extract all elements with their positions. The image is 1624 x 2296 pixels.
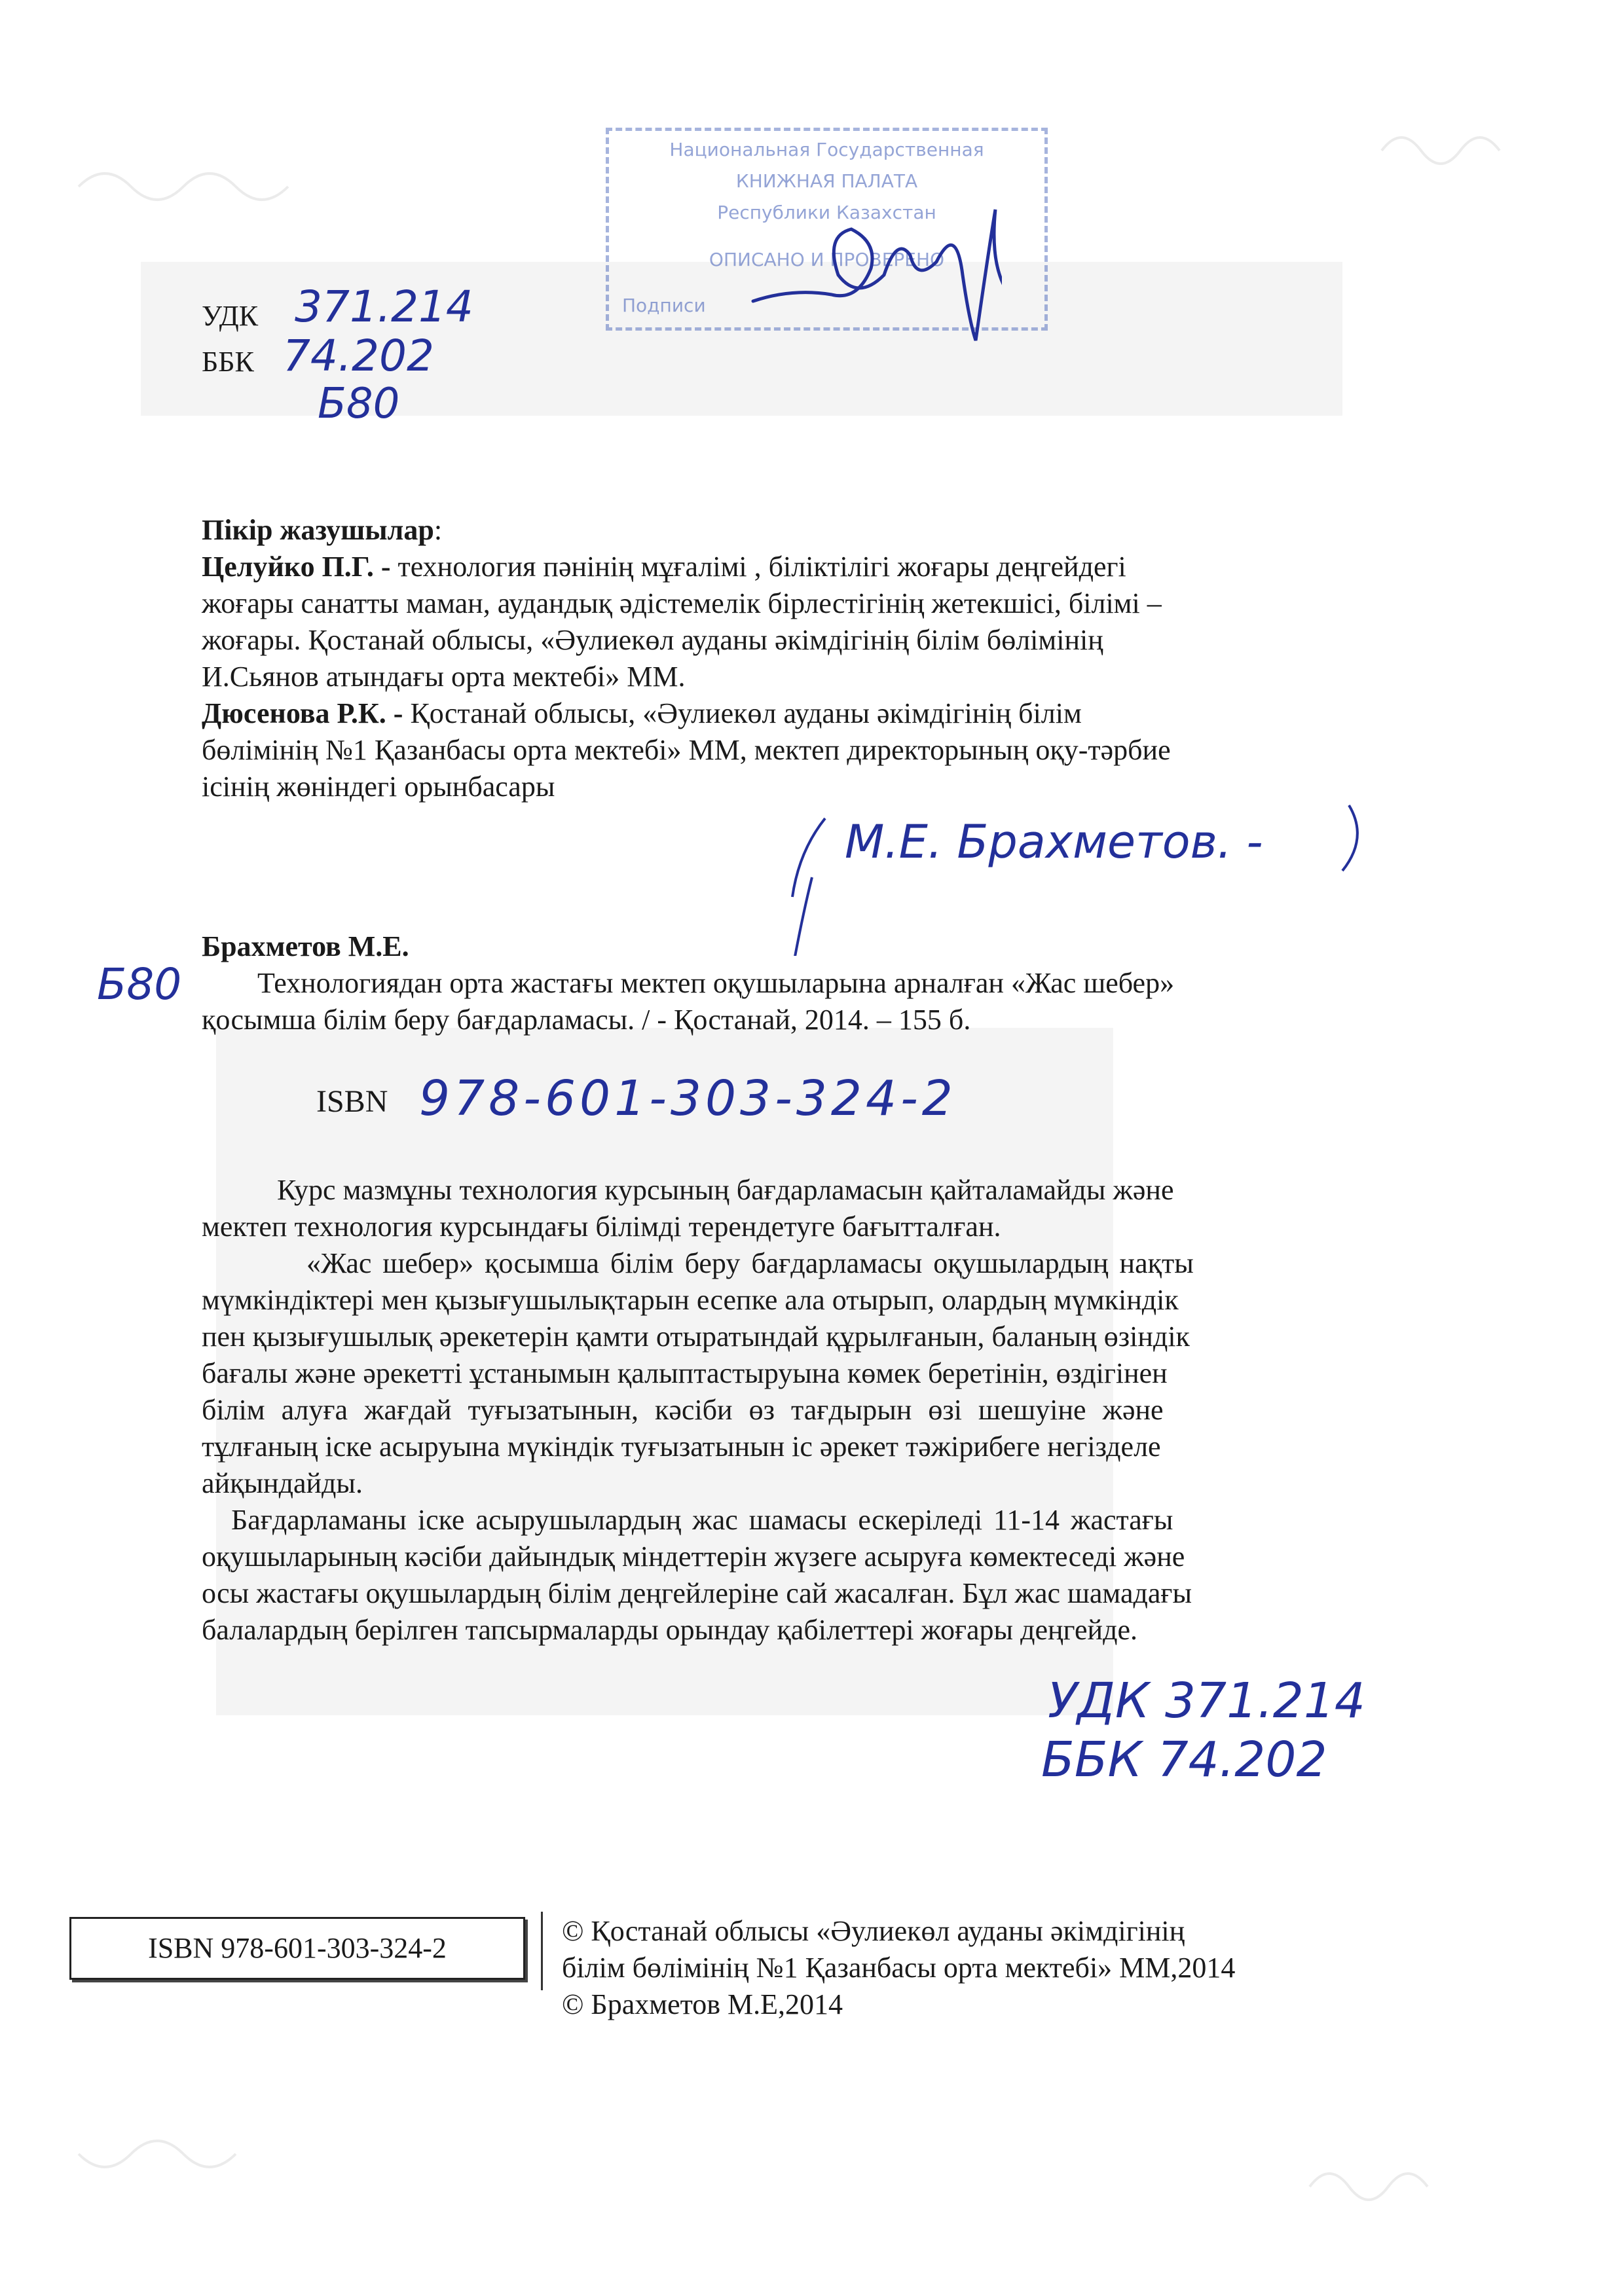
reviewer-2-line-3: ісінің жөніндегі орынбасары (202, 771, 555, 803)
reviewer-2-text-1: Қостанай облысы, «Әулиекөл ауданы әкімдігінің білім (403, 697, 1082, 729)
reviewer-1-line-1 (202, 549, 1126, 585)
p2-line-7: айқындайды. (202, 1467, 363, 1499)
footer-isbn-box (69, 1917, 525, 1980)
copyright-line-1: © Қостанай облысы «Әулиекөл ауданы әкімдігінің (562, 1915, 1185, 1947)
p3-line-4: балалардың берілген тапсырмаларды орындау қабілеттері жоғары деңгейде. (202, 1614, 1138, 1646)
handwritten-bbk: ББК 74.202 (1041, 1732, 1327, 1788)
isbn-label: ISBN (316, 1084, 388, 1119)
p2-line-3: пен қызығушылық әрекетерін қамти отыратындай құрылғанын, баланың өзіндік (202, 1321, 1190, 1353)
reviewer-2-line-1 (202, 695, 1082, 732)
handwritten-udk: УДК 371.214 (1048, 1673, 1365, 1729)
isbn-handwritten: 978-601-303-324-2 (419, 1070, 957, 1127)
p1-line-2: мектеп технология курсындағы білімді терендетуге бағытталған. (202, 1211, 1001, 1243)
reviewer-2-name: Дюсенова Р.К. - (202, 697, 403, 729)
handwritten-author-name: М.Е. Брахметов. - (845, 815, 1263, 869)
bbk-value-handwritten: 74.202 (283, 331, 434, 381)
author-mark-handwritten: Б80 (318, 380, 400, 428)
p1-line-1: Курс мазмұны технология курсының бағдарламасын қайталамайды және (277, 1174, 1174, 1206)
p3-line-2: оқушыларының кәсіби дайындық міндеттерін жүзеге асыруға көмектеседі және (202, 1540, 1185, 1573)
footer-isbn: ISBN 978-601-303-324-2 (148, 1932, 447, 1964)
reviewer-1-line-3: жоғары. Қостанай облысы, «Әулиекөл ауданы әкімдігінің білім бөлімінің (202, 624, 1103, 656)
copyright-line-2: білім бөлімінің №1 Қазанбасы орта мектебі» ММ,2014 (562, 1952, 1236, 1984)
citation-author: Брахметов М.Е. (202, 930, 409, 962)
stamp-line-3: Республики Казахстан (717, 202, 936, 223)
p2-line-6: тұлғаның іске асыруына мүкіндік туғызатынын іс әрекет тәжірибеге негізделе (202, 1430, 1161, 1463)
stamp-line-1: Национальная Государственная (669, 139, 984, 160)
reviewer-1-line-4: И.Сьянов атындағы орта мектебі» ММ. (202, 661, 686, 693)
reviewers-heading-text: Пікір жазушылар (202, 514, 434, 546)
stamp-line-4: ОПИСАНО И ПРОВЕРЕНО (709, 249, 945, 270)
reviewer-1-name: Целуйко П.Г. - (202, 551, 391, 583)
footer-divider (541, 1912, 543, 1990)
citation-margin-mark: Б80 (97, 959, 182, 1010)
udk-label: УДК (202, 300, 259, 332)
citation-line-2: қосымша білім беру бағдарламасы. / - Қостанай, 2014. – 155 б. (202, 1004, 971, 1036)
udk-value-handwritten: 371.214 (295, 282, 473, 332)
bbk-label: ББК (202, 346, 254, 378)
stamp-line-5: Подписи (622, 295, 706, 316)
reviewer-2-line-2: бөлімінің №1 Қазанбасы орта мектебі» ММ, мектеп директорының оқу-тәрбие (202, 734, 1171, 766)
signature-scribble (740, 151, 1002, 347)
reviewers-heading: Пікір жазушылар: (202, 514, 443, 546)
p2-line-4: бағалы және әрекетті ұстанымын қалыптастыруына көмек беретінін, өздігінен (202, 1357, 1168, 1389)
p2-line-1: «Жас шебер» қосымша білім беру бағдарламасы оқушылардың нақты (306, 1247, 1194, 1279)
stamp-line-2: КНИЖНАЯ ПАЛАТА (735, 170, 918, 192)
copyright-line-3: © Брахметов М.Е,2014 (562, 1988, 843, 2020)
reviewer-1-text-1: технология пәнінің мұғалімі , біліктілігі жоғары деңгейдегі (390, 551, 1126, 583)
p3-line-1: Бағдарламаны іске асырушылардың жас шамасы ескеріледі 11-14 жастағы (231, 1504, 1173, 1536)
p2-line-2: мүмкіндіктері мен қызығушылықтарын есепке ала отырып, олардың мүмкіндік (202, 1284, 1179, 1316)
p2-line-5: білім алуға жағдай туғызатынын, кәсіби өз тағдырын өзі шешуіне және (202, 1394, 1164, 1426)
citation-line-1: Технологиядан орта жастағы мектеп оқушыларына арналған «Жас шебер» (257, 967, 1175, 999)
p3-line-3: осы жастағы оқушылардың білім деңгейлеріне сай жасалған. Бұл жас шамадағы (202, 1577, 1192, 1609)
reviewer-1-line-2: жоғары санатты маман, аудандық әдістемелік бірлестігінің жетекшісі, білімі – (202, 587, 1162, 619)
